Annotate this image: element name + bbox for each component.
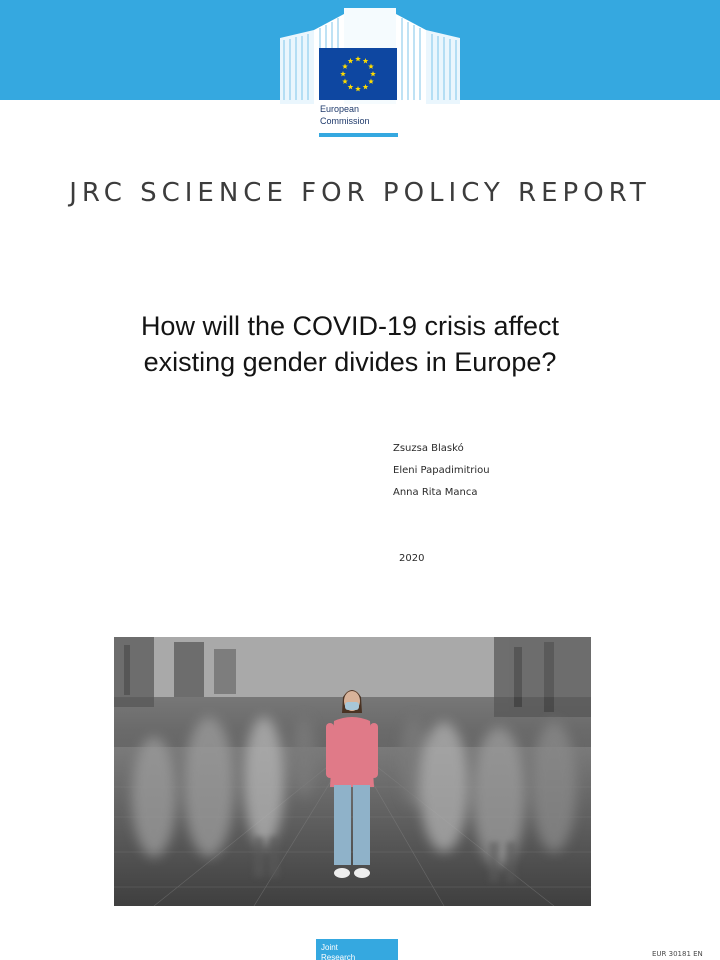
eu-stars-icon xyxy=(319,48,397,100)
author-name: Anna Rita Manca xyxy=(393,487,478,498)
eu-star xyxy=(370,71,376,76)
eu-star xyxy=(355,86,361,91)
report-title xyxy=(60,308,640,380)
cover-photo xyxy=(114,637,591,906)
author-name: Eleni Papadimitriou xyxy=(393,465,490,476)
eu-star xyxy=(342,64,348,69)
eu-flag xyxy=(319,48,397,100)
series-title: JRC SCIENCE FOR POLICY REPORT xyxy=(69,178,651,208)
author-name: Zsuzsa Blaskó xyxy=(393,443,464,454)
publication-year: 2020 xyxy=(399,553,425,564)
jrc-badge-line-2: Research xyxy=(321,953,356,960)
eu-star xyxy=(368,64,374,69)
logo-line-1: European xyxy=(320,104,360,114)
eu-star xyxy=(342,79,348,84)
report-number: EUR 30181 EN xyxy=(652,950,703,958)
eu-star xyxy=(368,79,374,84)
logo-line-2: Commission xyxy=(320,116,370,126)
jrc-badge-line-1: Joint xyxy=(321,943,338,952)
eu-star xyxy=(348,58,354,63)
joint-research-centre-badge xyxy=(316,939,398,960)
eu-star xyxy=(348,84,354,89)
eu-star xyxy=(363,58,369,63)
authors-list xyxy=(393,441,490,507)
report-title-line-2: existing gender divides in Europe? xyxy=(143,347,557,377)
logo-underline xyxy=(319,133,398,137)
eu-star xyxy=(355,56,361,61)
eu-star xyxy=(340,71,346,76)
european-commission-wordmark xyxy=(320,103,400,127)
eu-star xyxy=(363,84,369,89)
cover-photo-illustration xyxy=(114,637,591,906)
report-title-line-1: How will the COVID-19 crisis affect xyxy=(140,311,560,341)
